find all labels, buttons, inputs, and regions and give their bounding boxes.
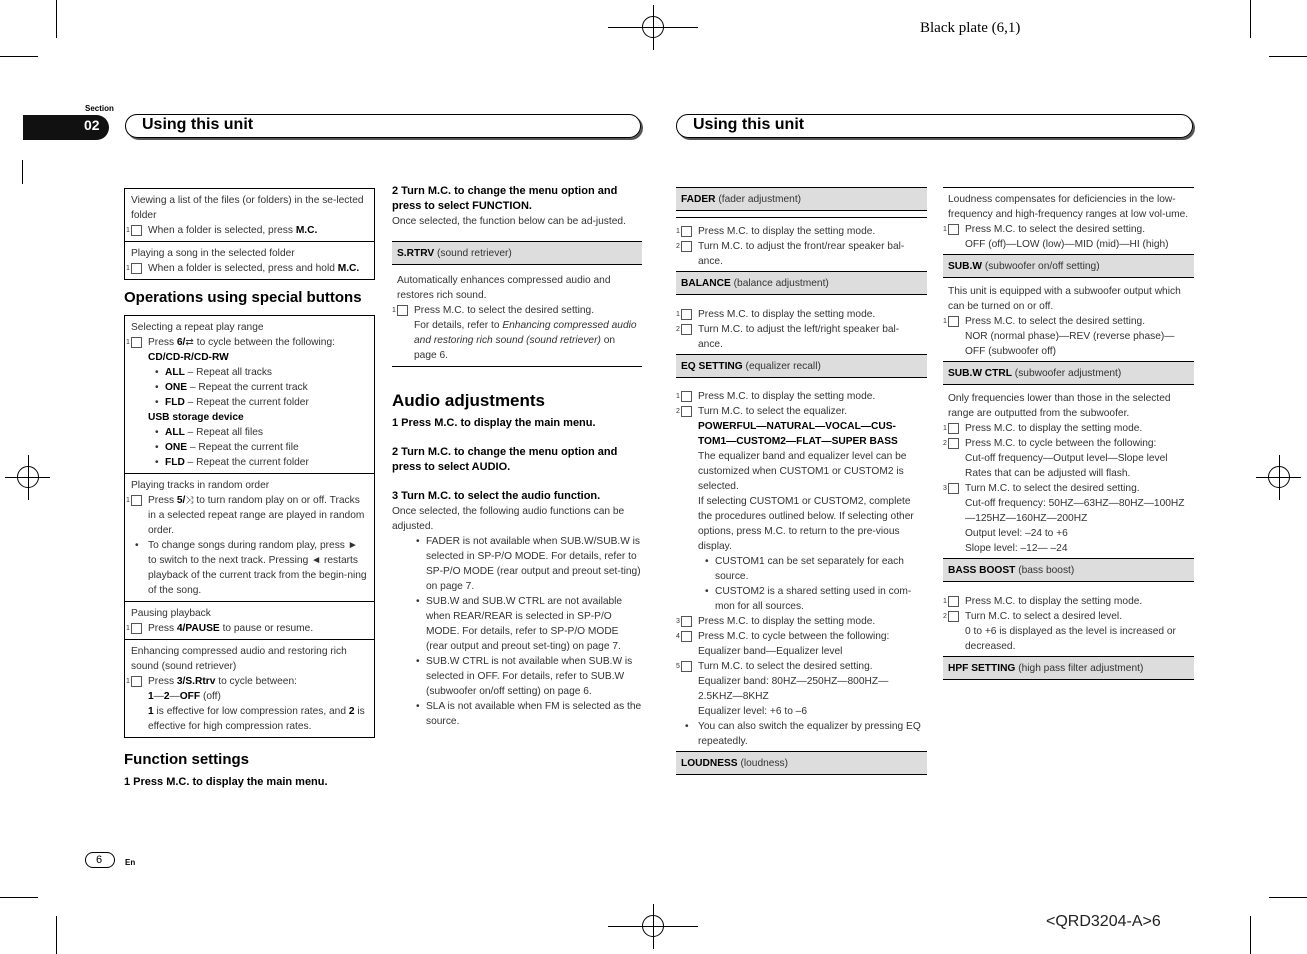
column-1 bbox=[124, 188, 375, 790]
language-label: En bbox=[125, 858, 136, 867]
setting-eq: EQ SETTING (equalizer recall) bbox=[676, 354, 927, 378]
table-row: Pausing playback 1 Press 4/PAUSE to pause or resume. bbox=[125, 601, 374, 639]
setting-hpf: HPF SETTING (high pass filter adjustment) bbox=[943, 656, 1194, 680]
setting-balance: BALANCE (balance adjustment) bbox=[676, 271, 927, 295]
crop-mark bbox=[0, 897, 38, 898]
setting-bass-boost: BASS BOOST (bass boost) bbox=[943, 558, 1194, 582]
table-row: Enhancing compressed audio and restoring rich sound (sound retriever) 1 Press 3/S.Rtrv to cycle between: 1—2—OFF (off) 1 is effective for low compression rates, and 2 is effective for high compression rates. bbox=[125, 639, 374, 737]
registration-mark bbox=[653, 5, 654, 50]
audio-heading: Audio adjustments bbox=[392, 391, 546, 410]
section-label: Section bbox=[85, 104, 114, 113]
crop-mark bbox=[0, 56, 38, 57]
special-buttons-table bbox=[124, 315, 375, 738]
right-title-bar: Using this unit bbox=[676, 114, 1193, 138]
shuffle-icon: ⤨ bbox=[185, 495, 194, 506]
registration-mark bbox=[1279, 455, 1280, 500]
function-step-1: 1 Press M.C. to display the main menu. bbox=[124, 776, 328, 788]
column-4: Loudness compensates for deficiencies in the low-frequency and high-frequency ranges at low vol-ume. 1 Press M.C. to select the desired setting. OFF (off)—LOW (low)—MID (mid)—HI (high) SUB.W (subwoofer on/off setting) This unit is equipped with a subwoofer output which can be turned on or off. 1 Press M.C. to select the desired setting. NOR (normal phase)—REV (reverse phase)—OFF (subwoofer off) SUB.W CTRL (subwoofer adjustment) Only frequencies lower than those in the selected range are outputted from the subwoofer. 1 Press M.C. to display the setting mode. 2 Press M.C. to cycle between the following: Cut-off frequency—Output level—Slope level Rates that can be adjusted will flash. 3 Turn M.C. to select the desired setting. Cut-off frequency: 50HZ—63HZ—80HZ—100HZ—125HZ—160HZ—200HZ Output level: –24 to +6 Slope level: –12— –24 BASS BOOST (bass boost) 1 Press M.C. to display the setting mode. 2 Turn M.C. to select a desired level. 0 to +6 is displayed as the level is increased or decreased. HPF SETTING (high pass filter adjustment) bbox=[943, 187, 1194, 686]
folder-table bbox=[124, 188, 375, 280]
column-2: 2 Turn M.C. to change the menu option and press to select FUNCTION. Once selected, the function below can be ad-justed. S.RTRV (sound retriever) Automatically enhances compressed audio and restores rich sound. 1 Press M.C. to select the desired setting. For details, refer to Enhancing compressed audio and restoring rich sound (sound retriever) on page 6. Audio adjustments 1 Press M.C. to display the main menu. 2 Turn M.C. to change the menu option and press to select AUDIO. 3 Turn M.C. to select the audio function. Once selected, the following audio functions can be adjusted. • FADER is not available when SUB.W/SUB.W is selected in SP-P/O MODE. For details, refer to SP-P/O MODE (rear output and preout set-ting) on page 7. • SUB.W and SUB.W CTRL are not available when REAR/REAR is selected in SP-P/O MODE. For details, refer to SP-P/O MODE (rear output and preout set-ting) on page 7. • SUB.W CTRL is not available when SUB.W is selected in OFF. For details, refer to SUB.W (subwoofer on/off setting) on page 6. • SLA is not available when FM is selected as the source. bbox=[392, 184, 642, 729]
section-number: 02 bbox=[23, 115, 109, 140]
document-code: <QRD3204-A>6 bbox=[1046, 913, 1161, 930]
table-row: Selecting a repeat play range 1 Press 6/⇄ to cycle between the following: CD/CD-R/CD-RW • ALL – Repeat all tracks • ONE – Repeat the current track • FLD – Repeat the current folder USB storage device • ALL – Repeat all files • ONE – Repeat the current file • FLD – Repeat the current folder bbox=[125, 316, 374, 473]
crop-mark bbox=[1269, 56, 1307, 57]
left-title-bar: Using this unit bbox=[125, 114, 641, 138]
function-heading: Function settings bbox=[124, 751, 249, 768]
registration-mark bbox=[28, 455, 29, 500]
page-number: 6 bbox=[85, 852, 115, 868]
column-3: FADER (fader adjustment) 1 Press M.C. to display the setting mode. 2 Turn M.C. to adjust the front/rear speaker bal-ance. BALANCE (balance adjustment) 1 Press M.C. to display the setting mode. 2 Turn M.C. to adjust the left/right speaker bal-ance. EQ SETTING (equalizer recall) 1 Press M.C. to display the setting mode. 2 Turn M.C. to select the equalizer. POWERFUL—NATURAL—VOCAL—CUS-TOM1—CUSTOM2—FLAT—SUPER BASS The equalizer band and equalizer level can be customized when CUSTOM1 or CUSTOM2 is selected. If selecting CUSTOM1 or CUSTOM2, complete the procedures outlined below. If selecting other options, press M.C. to return to the pre-vious display. • CUSTOM1 can be set separately for each source. • CUSTOM2 is a shared setting used in com-mon for all sources. 3 Press M.C. to display the setting mode. 4 Press M.C. to cycle between the following: Equalizer band—Equalizer level 5 Turn M.C. to select the desired setting. Equalizer band: 80HZ—250HZ—800HZ—2.5KHZ—8KHZ Equalizer level: +6 to –6 • You can also switch the equalizer by pressing EQ repeatedly. LOUDNESS (loudness) bbox=[676, 187, 927, 781]
table-row: Viewing a list of the files (or folders) in the se-lected folder 1 When a folder is selected, press M.C. bbox=[126, 195, 364, 236]
setting-fader: FADER (fader adjustment) bbox=[676, 187, 927, 211]
crop-mark bbox=[1269, 897, 1307, 898]
crop-mark bbox=[1250, 0, 1251, 38]
crop-mark bbox=[1250, 916, 1251, 954]
registration-mark bbox=[653, 904, 654, 949]
crop-mark bbox=[56, 0, 57, 38]
setting-subw: SUB.W (subwoofer on/off setting) bbox=[943, 254, 1194, 278]
crop-mark bbox=[56, 916, 57, 954]
setting-sretriever: S.RTRV (sound retriever) bbox=[392, 241, 642, 265]
setting-subw-ctrl: SUB.W CTRL (subwoofer adjustment) bbox=[943, 361, 1194, 385]
repeat-icon: ⇄ bbox=[185, 337, 194, 348]
table-row: Playing tracks in random order 1 Press 5/⤨ to turn random play on or off. Tracks in a selected repeat range are played in random order. • To change songs during random play, press ► to switch to the next track. Pressing ◄ restarts playback of the current track from the begin-ning of the song. bbox=[125, 473, 374, 601]
crop-mark bbox=[22, 160, 23, 184]
ops-heading: Operations using special buttons bbox=[124, 289, 362, 306]
setting-loudness: LOUDNESS (loudness) bbox=[676, 751, 927, 775]
plate-label: Black plate (6,1) bbox=[920, 20, 1021, 36]
table-row: Playing a song in the selected folder 1 When a folder is selected, press and hold M.C. bbox=[125, 241, 374, 279]
